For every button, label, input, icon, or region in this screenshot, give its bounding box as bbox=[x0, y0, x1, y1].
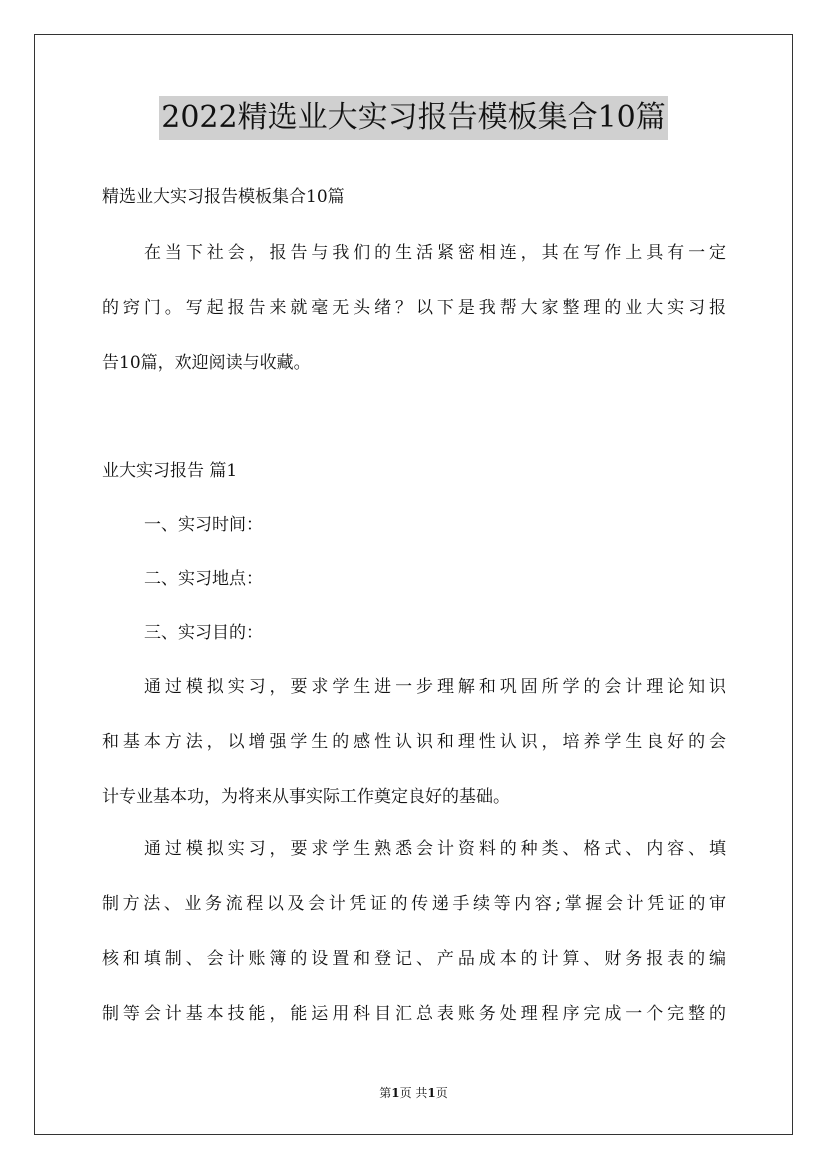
footer-suffix: 页 bbox=[435, 1086, 448, 1100]
para1-line-3: 计专业基本功，为将来从事实际工作奠定良好的基础。 bbox=[102, 787, 510, 807]
page-footer bbox=[0, 1084, 827, 1101]
document-title: 2022精选业大实习报告模板集合10篇 bbox=[159, 96, 668, 140]
para2-line-3: 核和填制、会计账簿的设置和登记、产品成本的计算、财务报表的编 bbox=[102, 949, 726, 969]
intro-line-3: 告10篇，欢迎阅读与收藏。 bbox=[102, 353, 311, 373]
title-container bbox=[0, 96, 827, 140]
footer-total-pages: 1 bbox=[427, 1086, 436, 1100]
item-3: 三、实习目的： bbox=[144, 623, 263, 643]
para1-line-2: 和基本方法，以增强学生的感性认识和理性认识，培养学生良好的会 bbox=[102, 732, 726, 752]
item-1: 一、实习时间： bbox=[144, 515, 263, 535]
para2-line-4: 制等会计基本技能，能运用科目汇总表账务处理程序完成一个完整的 bbox=[102, 1004, 726, 1024]
section-heading: 业大实习报告 篇1 bbox=[102, 461, 238, 481]
intro-line-2: 的窍门。写起报告来就毫无头绪？以下是我帮大家整理的业大实习报 bbox=[102, 298, 726, 318]
para1-line-1: 通过模拟实习，要求学生进一步理解和巩固所学的会计理论知识 bbox=[144, 677, 726, 697]
document-subtitle: 精选业大实习报告模板集合10篇 bbox=[102, 187, 345, 207]
intro-line-1: 在当下社会，报告与我们的生活紧密相连，其在写作上具有一定 bbox=[144, 243, 726, 263]
footer-mid: 页 共 bbox=[399, 1086, 428, 1100]
footer-current-page: 1 bbox=[391, 1086, 400, 1100]
footer-prefix: 第 bbox=[379, 1086, 392, 1100]
item-2: 二、实习地点： bbox=[144, 569, 263, 589]
para2-line-2: 制方法、业务流程以及会计凭证的传递手续等内容;掌握会计凭证的审 bbox=[102, 894, 726, 914]
para2-line-1: 通过模拟实习，要求学生熟悉会计资料的种类、格式、内容、填 bbox=[144, 839, 726, 859]
